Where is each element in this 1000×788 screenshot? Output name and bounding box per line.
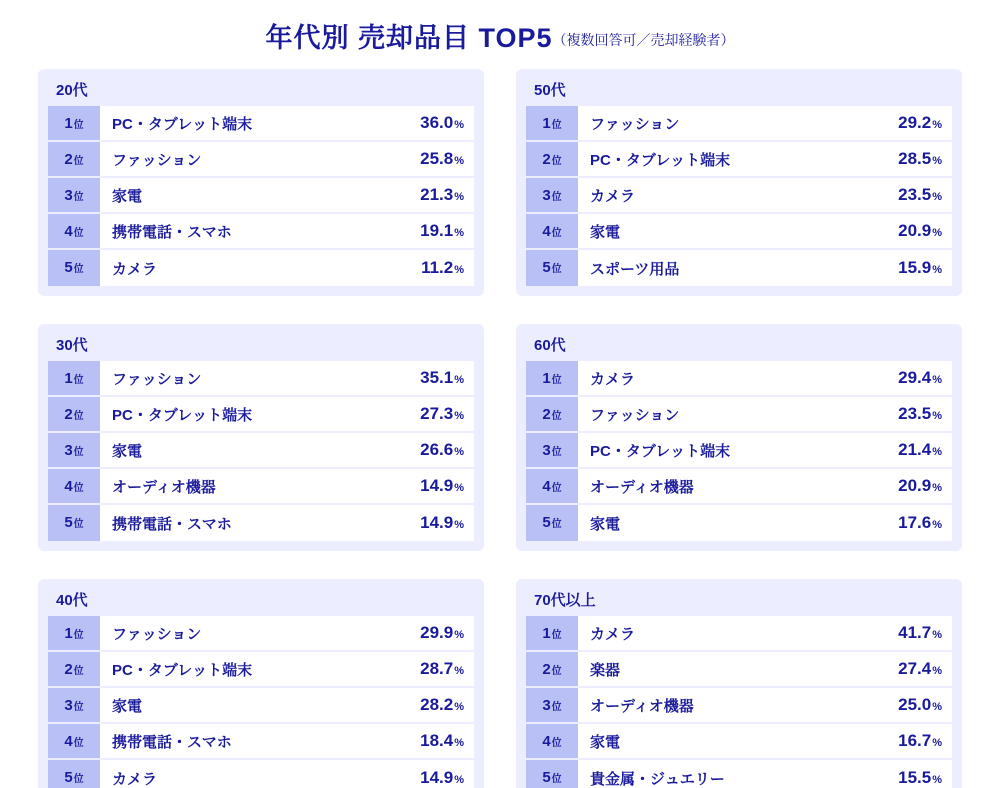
value-number: 26.6 <box>420 440 454 459</box>
value-number: 29.9 <box>420 623 454 642</box>
rank-badge <box>526 361 578 395</box>
rank-suffix: 位 <box>73 192 84 203</box>
rank-badge <box>526 616 578 650</box>
percent-symbol: % <box>454 482 464 494</box>
rank-badge <box>526 652 578 686</box>
value-cell <box>420 221 474 241</box>
table-row <box>48 652 474 688</box>
percent-symbol: % <box>932 264 942 276</box>
rank-number: 2 <box>64 151 73 168</box>
table-row <box>526 616 952 652</box>
table-row <box>48 106 474 142</box>
percent-symbol: % <box>932 629 942 641</box>
percent-symbol: % <box>932 410 942 422</box>
value-cell <box>898 513 952 533</box>
rank-number: 1 <box>542 370 551 387</box>
rank-suffix: 位 <box>73 738 84 749</box>
rank-number: 4 <box>542 733 551 750</box>
rank-suffix: 位 <box>73 447 84 458</box>
value-cell <box>421 258 474 278</box>
value-number: 28.5 <box>898 149 932 168</box>
table-row <box>526 361 952 397</box>
age-group-panel <box>516 69 962 296</box>
value-number: 27.4 <box>898 659 932 678</box>
ranking-list <box>526 106 952 286</box>
rank-badge <box>48 433 100 467</box>
item-label: カメラ <box>590 187 636 205</box>
item-label: ファッション <box>112 370 202 388</box>
percent-symbol: % <box>932 737 942 749</box>
table-row <box>526 142 952 178</box>
rank-suffix: 位 <box>73 630 84 641</box>
value-number: 29.4 <box>898 368 932 387</box>
value-number: 21.4 <box>898 440 932 459</box>
value-number: 25.8 <box>420 149 454 168</box>
age-group-title: 50代 <box>534 82 566 99</box>
value-cell <box>898 731 952 751</box>
rank-suffix: 位 <box>551 666 562 677</box>
item-label: オーディオ機器 <box>590 478 694 496</box>
percent-symbol: % <box>932 155 942 167</box>
rank-badge <box>48 142 100 176</box>
value-cell <box>420 768 474 788</box>
panel-columns <box>0 55 1000 788</box>
value-cell <box>420 113 474 133</box>
age-group-title: 30代 <box>56 337 88 354</box>
rank-badge <box>48 469 100 503</box>
item-label: 携帯電話・スマホ <box>112 515 232 533</box>
table-row <box>526 652 952 688</box>
table-row <box>48 214 474 250</box>
rank-suffix: 位 <box>73 519 84 530</box>
value-number: 28.7 <box>420 659 454 678</box>
rank-number: 4 <box>64 733 73 750</box>
item-label: ファッション <box>112 151 202 169</box>
table-row <box>48 361 474 397</box>
rank-suffix: 位 <box>551 519 562 530</box>
rank-badge <box>526 397 578 431</box>
rank-badge <box>526 760 578 788</box>
rank-number: 5 <box>542 259 551 276</box>
value-cell <box>420 659 474 679</box>
item-label: 家電 <box>112 187 143 205</box>
age-group-title: 60代 <box>534 337 566 354</box>
rank-number: 2 <box>64 661 73 678</box>
table-row <box>48 724 474 760</box>
item-label: 家電 <box>590 515 621 533</box>
rank-badge <box>526 142 578 176</box>
rank-badge <box>48 760 100 788</box>
rank-badge <box>526 106 578 140</box>
rank-number: 5 <box>64 259 73 276</box>
table-row <box>48 397 474 433</box>
item-label: 家電 <box>112 442 143 460</box>
item-label: PC・タブレット端末 <box>590 442 731 460</box>
age-group-panel <box>38 324 484 551</box>
item-label: 携帯電話・スマホ <box>112 223 232 241</box>
rank-badge <box>526 250 578 286</box>
item-label: 家電 <box>590 733 621 751</box>
rank-suffix: 位 <box>551 156 562 167</box>
value-cell <box>420 513 474 533</box>
table-row <box>526 178 952 214</box>
item-label: オーディオ機器 <box>112 478 216 496</box>
percent-symbol: % <box>932 374 942 386</box>
left-column <box>38 69 484 788</box>
item-label: カメラ <box>590 370 636 388</box>
item-label: 楽器 <box>590 661 621 679</box>
value-cell <box>898 185 952 205</box>
value-cell <box>420 185 474 205</box>
value-number: 19.1 <box>420 221 454 240</box>
rank-badge <box>48 505 100 541</box>
rank-badge <box>526 469 578 503</box>
table-row <box>526 469 952 505</box>
value-cell <box>898 623 952 643</box>
item-label: カメラ <box>112 770 158 788</box>
value-number: 16.7 <box>898 731 932 750</box>
percent-symbol: % <box>454 155 464 167</box>
percent-symbol: % <box>454 774 464 786</box>
value-number: 18.4 <box>420 731 454 750</box>
value-number: 41.7 <box>898 623 932 642</box>
value-number: 35.1 <box>420 368 454 387</box>
rank-suffix: 位 <box>73 228 84 239</box>
age-group-title: 40代 <box>56 592 88 609</box>
table-row <box>48 250 474 286</box>
rank-suffix: 位 <box>73 483 84 494</box>
value-cell <box>898 440 952 460</box>
item-label: ファッション <box>590 406 680 424</box>
item-label: ファッション <box>112 625 202 643</box>
value-cell <box>420 368 474 388</box>
rank-suffix: 位 <box>551 702 562 713</box>
rank-number: 2 <box>542 661 551 678</box>
rank-suffix: 位 <box>551 630 562 641</box>
rank-number: 4 <box>64 223 73 240</box>
rank-number: 1 <box>64 625 73 642</box>
item-label: カメラ <box>112 260 158 278</box>
rank-suffix: 位 <box>551 375 562 386</box>
rank-suffix: 位 <box>73 666 84 677</box>
value-number: 17.6 <box>898 513 932 532</box>
value-number: 15.9 <box>898 258 932 277</box>
item-label: ファッション <box>590 115 680 133</box>
rank-number: 3 <box>542 697 551 714</box>
value-cell <box>898 404 952 424</box>
value-cell <box>898 768 952 788</box>
rank-badge <box>48 361 100 395</box>
rank-badge <box>48 214 100 248</box>
right-column <box>516 69 962 788</box>
percent-symbol: % <box>932 191 942 203</box>
item-label: PC・タブレット端末 <box>112 406 253 424</box>
value-cell <box>898 368 952 388</box>
rank-number: 1 <box>542 115 551 132</box>
value-cell <box>420 476 474 496</box>
rank-number: 3 <box>64 187 73 204</box>
rank-badge <box>48 724 100 758</box>
ranking-list <box>48 106 474 286</box>
rank-number: 4 <box>542 223 551 240</box>
rank-number: 3 <box>64 697 73 714</box>
item-label: カメラ <box>590 625 636 643</box>
percent-symbol: % <box>454 665 464 677</box>
table-row <box>48 433 474 469</box>
item-label: PC・タブレット端末 <box>590 151 731 169</box>
rank-suffix: 位 <box>551 228 562 239</box>
value-number: 23.5 <box>898 404 932 423</box>
rank-number: 1 <box>542 625 551 642</box>
percent-symbol: % <box>932 701 942 713</box>
rank-number: 3 <box>542 187 551 204</box>
rank-badge <box>48 178 100 212</box>
rank-suffix: 位 <box>551 447 562 458</box>
rank-number: 2 <box>64 406 73 423</box>
value-number: 36.0 <box>420 113 454 132</box>
table-row <box>526 760 952 788</box>
percent-symbol: % <box>454 629 464 641</box>
rank-suffix: 位 <box>73 375 84 386</box>
rank-badge <box>48 106 100 140</box>
rank-suffix: 位 <box>551 192 562 203</box>
rank-suffix: 位 <box>551 483 562 494</box>
rank-number: 5 <box>542 514 551 531</box>
rank-badge <box>526 505 578 541</box>
rank-badge <box>526 688 578 722</box>
value-cell <box>420 404 474 424</box>
age-group-panel <box>516 579 962 788</box>
value-number: 29.2 <box>898 113 932 132</box>
percent-symbol: % <box>454 737 464 749</box>
title-subtitle: （複数回答可／売却経験者） <box>552 32 735 48</box>
rank-number: 2 <box>542 406 551 423</box>
value-cell <box>420 731 474 751</box>
value-number: 20.9 <box>898 476 932 495</box>
table-row <box>48 142 474 178</box>
rank-badge <box>48 688 100 722</box>
item-label: スポーツ用品 <box>590 260 680 278</box>
rank-number: 1 <box>64 370 73 387</box>
value-cell <box>898 476 952 496</box>
rank-number: 4 <box>64 478 73 495</box>
value-number: 14.9 <box>420 476 454 495</box>
rank-badge <box>48 616 100 650</box>
rank-suffix: 位 <box>551 120 562 131</box>
rank-number: 5 <box>64 514 73 531</box>
value-cell <box>898 149 952 169</box>
percent-symbol: % <box>454 446 464 458</box>
item-label: オーディオ機器 <box>590 697 694 715</box>
value-number: 20.9 <box>898 221 932 240</box>
table-row <box>526 433 952 469</box>
age-group-title: 20代 <box>56 82 88 99</box>
rank-suffix: 位 <box>551 411 562 422</box>
age-group-panel <box>516 324 962 551</box>
value-cell <box>898 113 952 133</box>
value-number: 14.9 <box>420 768 454 787</box>
rank-suffix: 位 <box>551 738 562 749</box>
rank-number: 5 <box>64 769 73 786</box>
table-row <box>526 724 952 760</box>
percent-symbol: % <box>932 482 942 494</box>
rank-number: 1 <box>64 115 73 132</box>
rank-suffix: 位 <box>73 702 84 713</box>
table-row <box>48 505 474 541</box>
rank-number: 2 <box>542 151 551 168</box>
rank-suffix: 位 <box>73 156 84 167</box>
percent-symbol: % <box>932 227 942 239</box>
rank-suffix: 位 <box>73 774 84 785</box>
value-cell <box>420 440 474 460</box>
table-row <box>48 760 474 788</box>
item-label: 貴金属・ジュエリー <box>590 770 725 788</box>
table-row <box>526 250 952 286</box>
item-label: PC・タブレット端末 <box>112 115 253 133</box>
percent-symbol: % <box>932 119 942 131</box>
percent-symbol: % <box>454 191 464 203</box>
rank-badge <box>526 214 578 248</box>
age-group-panel <box>38 579 484 788</box>
percent-symbol: % <box>454 119 464 131</box>
value-number: 27.3 <box>420 404 454 423</box>
rank-number: 3 <box>542 442 551 459</box>
title-main: 年代別 売却品目 TOP5 <box>265 23 553 53</box>
percent-symbol: % <box>454 701 464 713</box>
percent-symbol: % <box>454 410 464 422</box>
value-number: 23.5 <box>898 185 932 204</box>
value-number: 11.2 <box>421 258 454 277</box>
percent-symbol: % <box>932 446 942 458</box>
value-cell <box>898 221 952 241</box>
table-row <box>48 616 474 652</box>
percent-symbol: % <box>932 774 942 786</box>
age-group-panel <box>38 69 484 296</box>
ranking-list <box>48 361 474 541</box>
percent-symbol: % <box>932 665 942 677</box>
ranking-list <box>526 616 952 788</box>
item-label: 家電 <box>590 223 621 241</box>
table-row <box>48 688 474 724</box>
rank-badge <box>526 724 578 758</box>
table-row <box>526 505 952 541</box>
rank-badge <box>526 178 578 212</box>
value-cell <box>898 659 952 679</box>
table-row <box>526 397 952 433</box>
age-group-title: 70代以上 <box>534 592 596 609</box>
item-label: 携帯電話・スマホ <box>112 733 232 751</box>
value-cell <box>898 695 952 715</box>
value-cell <box>420 149 474 169</box>
table-row <box>526 214 952 250</box>
rank-badge <box>48 250 100 286</box>
rank-badge <box>526 433 578 467</box>
percent-symbol: % <box>454 264 464 276</box>
rank-suffix: 位 <box>73 411 84 422</box>
page-title <box>0 0 1000 55</box>
value-number: 25.0 <box>898 695 932 714</box>
value-number: 15.5 <box>898 768 932 787</box>
ranking-list <box>48 616 474 788</box>
value-cell <box>420 623 474 643</box>
ranking-list <box>526 361 952 541</box>
table-row <box>48 178 474 214</box>
value-cell <box>898 258 952 278</box>
item-label: 家電 <box>112 697 143 715</box>
rank-suffix: 位 <box>73 264 84 275</box>
rank-number: 4 <box>542 478 551 495</box>
rank-number: 5 <box>542 769 551 786</box>
item-label: PC・タブレット端末 <box>112 661 253 679</box>
table-row <box>526 688 952 724</box>
value-cell <box>420 695 474 715</box>
table-row <box>526 106 952 142</box>
rank-suffix: 位 <box>551 264 562 275</box>
rank-suffix: 位 <box>73 120 84 131</box>
value-number: 14.9 <box>420 513 454 532</box>
percent-symbol: % <box>932 519 942 531</box>
rank-suffix: 位 <box>551 774 562 785</box>
percent-symbol: % <box>454 519 464 531</box>
percent-symbol: % <box>454 227 464 239</box>
value-number: 21.3 <box>420 185 454 204</box>
table-row <box>48 469 474 505</box>
percent-symbol: % <box>454 374 464 386</box>
value-number: 28.2 <box>420 695 454 714</box>
rank-badge <box>48 397 100 431</box>
rank-badge <box>48 652 100 686</box>
rank-number: 3 <box>64 442 73 459</box>
